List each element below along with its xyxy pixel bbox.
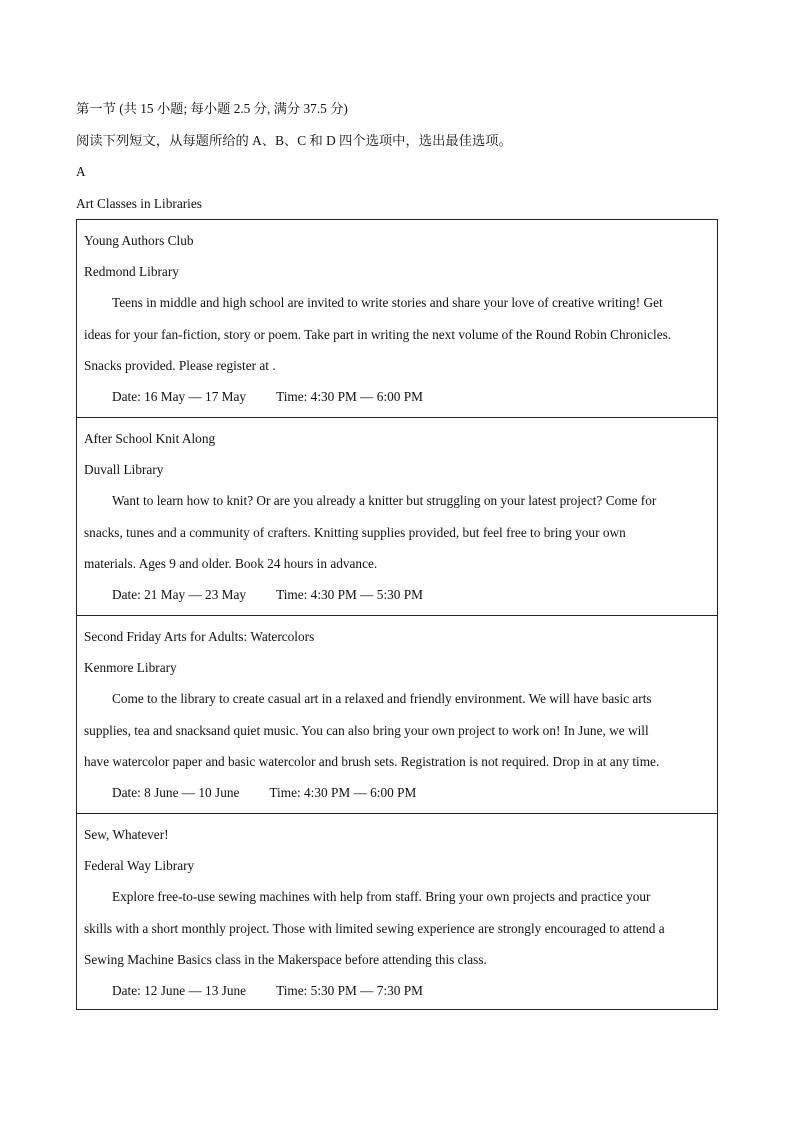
class-date: Date: 16 May — 17 May [112, 389, 247, 404]
class-schedule [112, 586, 423, 604]
class-library: Duvall Library [84, 462, 164, 477]
class-entry-young-authors-club [77, 220, 717, 418]
class-description-line: snacks, tunes and a community of crafters. Knitting supplies provided, but feel free to bring your own [84, 525, 626, 540]
class-library: Kenmore Library [84, 660, 177, 675]
class-entry-sew-whatever [77, 814, 717, 1009]
class-description-line: Teens in middle and high school are invited to write stories and share your love of creative writing! Get [112, 295, 663, 310]
class-date: Date: 21 May — 23 May [112, 587, 247, 602]
class-description-line: Sewing Machine Basics class in the Makerspace before attending this class. [84, 952, 487, 967]
class-schedule [112, 388, 423, 406]
class-description-line: ideas for your fan-fiction, story or poem. Take part in writing the next volume of the Round Robin Chronicles. [84, 327, 672, 342]
class-description-line: Explore free-to-use sewing machines with help from staff. Bring your own projects and practice your [112, 889, 651, 904]
class-title: Second Friday Arts for Adults: Watercolors [84, 629, 315, 644]
class-title: Sew, Whatever! [84, 827, 169, 842]
class-date: Date: 8 June — 10 June [112, 785, 240, 800]
passage-letter: A [76, 164, 86, 179]
section-heading: 第一节 (共 15 小题; 每小题 2.5 分, 满分 37.5 分) [76, 101, 348, 116]
class-time: Time: 5:30 PM — 7:30 PM [276, 983, 423, 998]
class-date: Date: 12 June — 13 June [112, 983, 247, 998]
class-entry-after-school-knit-along [77, 418, 717, 616]
instructions: 阅读下列短文，从每题所给的 A、B、C 和 D 四个选项中，选出最佳选项。 [76, 133, 512, 148]
class-title: After School Knit Along [84, 431, 216, 446]
class-description-line: Want to learn how to knit? Or are you already a knitter but struggling on your latest project? Come for [112, 493, 657, 508]
class-time: Time: 4:30 PM — 5:30 PM [276, 587, 423, 602]
class-time: Time: 4:30 PM — 6:00 PM [269, 785, 417, 800]
class-library: Federal Way Library [84, 858, 195, 873]
class-title: Young Authors Club [84, 233, 194, 248]
class-time: Time: 4:30 PM — 6:00 PM [276, 389, 423, 404]
class-description-line: skills with a short monthly project. Those with limited sewing experience are strongly encouraged to attend a [84, 921, 665, 936]
class-description-line: materials. Ages 9 and older. Book 24 hours in advance. [84, 556, 378, 571]
class-description-line: Come to the library to create casual art in a relaxed and friendly environment. We will have basic arts [112, 691, 652, 706]
classes-table [76, 219, 718, 1010]
class-schedule [112, 784, 416, 802]
class-description-line: supplies, tea and snacksand quiet music. You can also bring your own project to work on! In June, we will [84, 723, 649, 738]
class-library: Redmond Library [84, 264, 179, 279]
class-description-line: Snacks provided. Please register at . [84, 358, 276, 373]
passage-title: Art Classes in Libraries [76, 196, 202, 211]
class-schedule [112, 982, 423, 1000]
class-description-line: have watercolor paper and basic watercolor and brush sets. Registration is not required. Drop in at any time. [84, 754, 660, 769]
class-entry-second-friday-arts [77, 616, 717, 814]
